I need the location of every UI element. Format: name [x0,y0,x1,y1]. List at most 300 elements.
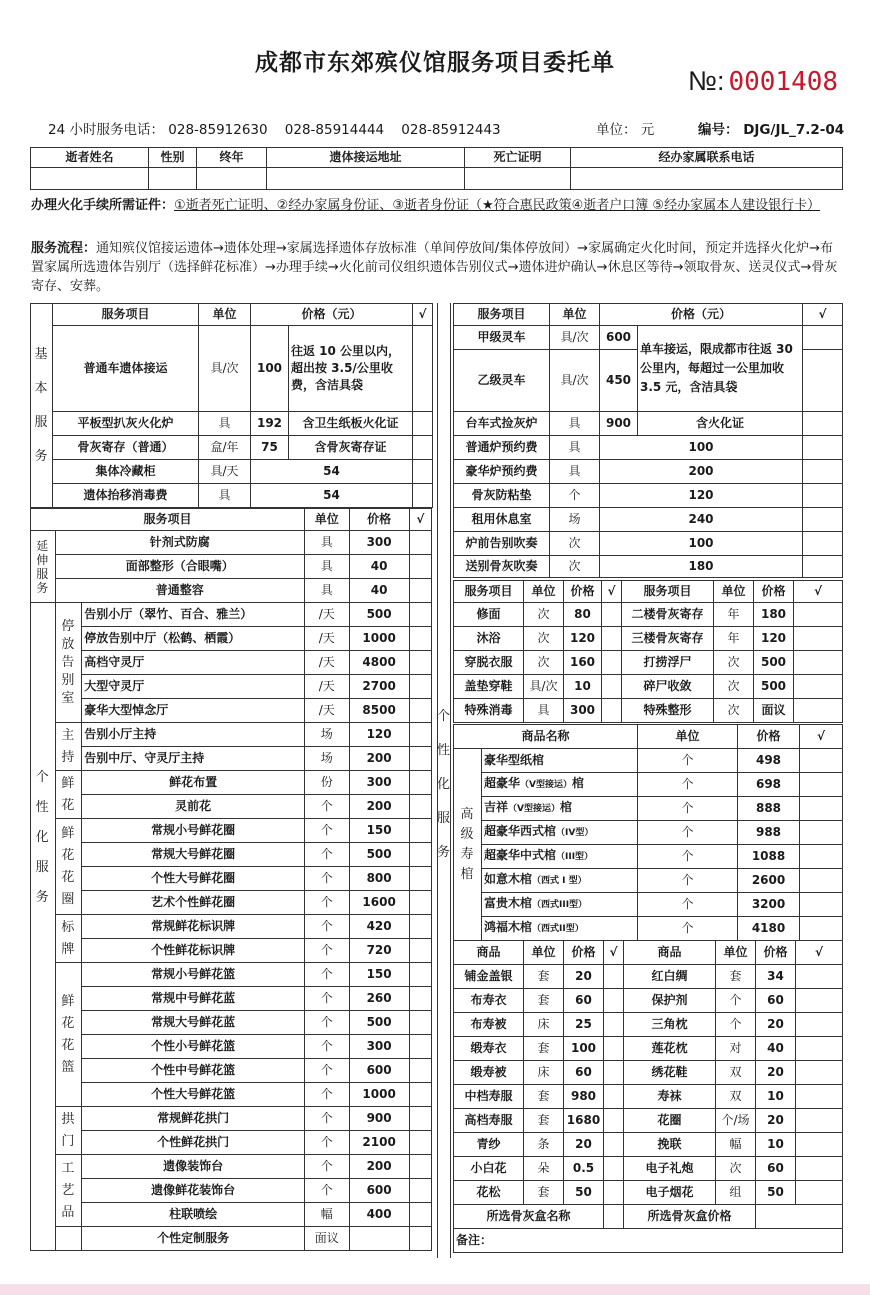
goods-price: 20 [756,1013,796,1037]
check-box[interactable] [409,1107,431,1131]
ext-unit: 具 [304,531,349,555]
check-box[interactable] [409,1155,431,1179]
goods-unit: 套 [524,1037,564,1061]
check-box[interactable] [409,675,431,699]
check-box[interactable] [409,867,431,891]
check-box[interactable] [409,963,431,987]
sign-side: 标牌 [55,915,82,963]
basket-unit: 个 [304,1011,349,1035]
svc-price: 160 [564,651,602,675]
goods-price: 0.5 [564,1157,604,1181]
basket-price: 1000 [349,1083,409,1107]
check-box[interactable] [409,891,431,915]
check-box[interactable] [796,1181,843,1205]
svc-item: 三楼骨灰寄存 [622,627,714,651]
check-box[interactable] [796,1133,843,1157]
hdr-price: 价格（元） [251,304,413,326]
check-box[interactable] [409,1083,431,1107]
goods-item: 布寿衣 [454,989,524,1013]
docs-label: 办理火化手续所需证件： [31,198,175,213]
check-box[interactable] [800,917,843,941]
coffin-unit: 个 [638,893,738,917]
goods-price: 20 [756,1061,796,1085]
check-box[interactable] [409,627,431,651]
svc-item: 穿脱衣服 [454,651,524,675]
host-item: 告别中厅、守灵厅主持 [82,747,305,771]
check-box[interactable] [602,627,622,651]
room-unit: /天 [304,699,349,723]
check-box[interactable] [794,627,843,651]
hdr-unit: 单位 [550,304,600,326]
goods-unit: 套 [524,989,564,1013]
basket-price: 300 [349,1035,409,1059]
coffin-unit: 个 [638,869,738,893]
goods-unit: 对 [716,1037,756,1061]
basic-right-price: 100 [600,532,803,556]
check-box[interactable] [604,989,624,1013]
svc-price: 500 [754,651,794,675]
host-price: 120 [349,723,409,747]
coffin-item: 豪华型纸棺 [482,749,638,773]
coffin-unit: 个 [638,821,738,845]
check-box[interactable] [604,1109,624,1133]
goods-item: 铺金盖银 [454,965,524,989]
goods-unit: 套 [524,1085,564,1109]
basic-right-price: 240 [600,508,803,532]
basic-unit: 盒/年 [199,436,251,460]
phone-field[interactable] [571,168,843,190]
mid-personal-side: 个 性 化 服 务 [437,709,451,860]
basic-right-price: 600 [600,326,638,350]
coffin-item: 超豪华（V型接运）棺 [482,773,638,797]
arch-unit: 个 [304,1107,349,1131]
check-box[interactable] [800,749,843,773]
check-box[interactable] [409,651,431,675]
wreath-unit: 个 [304,843,349,867]
check-box[interactable] [602,675,622,699]
hdr-unit: 单位 [714,581,754,603]
hdr-product: 商品 [454,941,524,965]
goods-item: 缎寿被 [454,1061,524,1085]
urn-price-label: 所选骨灰盒价格 [624,1205,756,1229]
basic-right-note: 含火化证 [638,412,803,436]
check-box[interactable] [794,675,843,699]
coffin-price: 888 [738,797,800,821]
sign-price: 420 [349,915,409,939]
hdr-price: 价格 [756,941,796,965]
check-box[interactable] [803,508,843,532]
goods-unit: 套 [524,1109,564,1133]
ext-item: 针剂式防腐 [55,531,304,555]
check-box[interactable] [409,723,431,747]
coffin-price: 2600 [738,869,800,893]
arch-item: 常规鲜花拱门 [82,1107,305,1131]
basket-unit: 个 [304,1083,349,1107]
svc-unit: 具/次 [524,675,564,699]
urn-price-field[interactable] [756,1205,843,1229]
basic-price: 54 [251,484,413,508]
hdr-check: √ [800,725,843,749]
arch-item: 个性鲜花拱门 [82,1131,305,1155]
basic-item: 平板型扒灰火化炉 [53,412,199,436]
basic-right-item: 炉前告别吹奏 [454,532,550,556]
goods-price: 10 [756,1085,796,1109]
goods-price: 20 [756,1109,796,1133]
basic-unit: 具/次 [199,326,251,412]
goods-item: 三角枕 [624,1013,716,1037]
check-box[interactable] [604,1157,624,1181]
wreath-price: 800 [349,867,409,891]
flower-unit: 份 [304,771,349,795]
check-box[interactable] [409,579,431,603]
room-item: 停放告别中厅（松鹤、栖霞） [82,627,305,651]
check-box[interactable] [409,987,431,1011]
goods-price: 60 [756,1157,796,1181]
room-unit: /天 [304,603,349,627]
address-field[interactable] [267,168,465,190]
check-box[interactable] [409,1179,431,1203]
svc-unit: 年 [714,603,754,627]
check-box[interactable] [602,699,622,723]
check-box[interactable] [796,1013,843,1037]
check-box[interactable] [409,1011,431,1035]
goods-item: 缎寿衣 [454,1037,524,1061]
check-box[interactable] [800,773,843,797]
hdr-check: √ [796,941,843,965]
ext-unit: 具 [304,579,349,603]
hdr-unit: 单位 [524,581,564,603]
sign-price: 720 [349,939,409,963]
svc-item: 盖垫穿鞋 [454,675,524,699]
check-box[interactable] [409,1203,431,1227]
hdr-check: √ [803,304,843,326]
coffin-unit: 个 [638,749,738,773]
goods-unit: 床 [524,1061,564,1085]
check-box[interactable] [409,603,431,627]
svc-price: 10 [564,675,602,699]
coffin-table [453,724,843,941]
hdr-check: √ [409,509,431,531]
hdr-service: 服务项目 [454,304,550,326]
room-price: 4800 [349,651,409,675]
check-box[interactable] [794,651,843,675]
check-box[interactable] [409,1035,431,1059]
svc-unit: 次 [714,699,754,723]
basic-note: 往返 10 公里以内，超出按 3.5/公里收费，含洁具袋 [289,326,413,412]
svc-item: 碎尸收敛 [622,675,714,699]
check-box[interactable] [409,1131,431,1155]
basic-right-unit: 具 [550,460,600,484]
age-field[interactable] [197,168,267,190]
check-box[interactable] [409,843,431,867]
svc-unit: 次 [524,627,564,651]
check-box[interactable] [409,771,431,795]
other-services-table [453,580,843,723]
room-unit: /天 [304,651,349,675]
wreath-item: 常规小号鲜花圈 [82,819,305,843]
hdr-unit: 单位 [716,941,756,965]
coffin-side: 高级寿棺 [454,749,482,941]
room-unit: /天 [304,627,349,651]
svc-unit: 次 [714,675,754,699]
check-box[interactable] [413,436,433,460]
gender-field[interactable] [149,168,197,190]
goods-unit: 套 [524,965,564,989]
check-box[interactable] [604,1061,624,1085]
basic-unit: 具 [199,412,251,436]
hdr-product-name: 商品名称 [454,725,638,749]
coffin-item: 超豪华西式棺（IV型） [482,821,638,845]
ext-service-side: 延 伸 服 务 [31,531,56,603]
basket-unit: 个 [304,1059,349,1083]
goods-unit: 个/场 [716,1109,756,1133]
svc-price: 80 [564,603,602,627]
coffin-unit: 个 [638,917,738,941]
coffin-item: 鸿福木棺（西式II型） [482,917,638,941]
coffin-price: 988 [738,821,800,845]
goods-item: 电子烟花 [624,1181,716,1205]
basic-right-price: 180 [600,556,803,578]
check-box[interactable] [413,326,433,412]
hdr-service: 服务项目 [622,581,714,603]
craft-side: 工艺品 [55,1155,82,1227]
urn-name-field[interactable] [604,1205,624,1229]
hdr-price: 价格 [564,941,604,965]
wreath-price: 150 [349,819,409,843]
sign-item: 个性鲜花标识牌 [82,939,305,963]
room-unit: /天 [304,675,349,699]
wreath-unit: 个 [304,819,349,843]
svc-unit: 次 [714,651,754,675]
basic-right-item: 台车式捡灰炉 [454,412,550,436]
svc-price: 300 [564,699,602,723]
hdr-unit: 单位 [524,941,564,965]
basic-price: 54 [251,460,413,484]
serial-number [688,66,838,97]
check-box[interactable] [409,1227,431,1251]
wreath-item: 个性大号鲜花圈 [82,867,305,891]
check-box[interactable] [803,326,843,350]
ext-item: 普通整容 [55,579,304,603]
goods-unit: 朵 [524,1157,564,1181]
svc-price: 500 [754,675,794,699]
goods-item: 青纱 [454,1133,524,1157]
basic-unit: 具/天 [199,460,251,484]
check-box[interactable] [803,556,843,578]
hdr-price: 价格 [738,725,800,749]
check-box[interactable] [604,965,624,989]
farewell-room-side: 停放告别室 [55,603,82,723]
check-box[interactable] [409,915,431,939]
check-box[interactable] [409,747,431,771]
wreath-unit: 个 [304,891,349,915]
check-box[interactable] [604,1085,624,1109]
basket-price: 150 [349,963,409,987]
flower-item: 灵前花 [82,795,305,819]
basket-unit: 个 [304,1035,349,1059]
check-box[interactable] [803,532,843,556]
check-box[interactable] [602,651,622,675]
check-box[interactable] [604,1013,624,1037]
required-documents [31,196,841,215]
coffin-price: 3200 [738,893,800,917]
hdr-unit: 单位 [638,725,738,749]
check-box[interactable] [796,1061,843,1085]
flow-label: 服务流程： [31,241,97,256]
check-box[interactable] [409,699,431,723]
check-box[interactable] [796,1085,843,1109]
check-box[interactable] [409,555,431,579]
check-box[interactable] [803,350,843,412]
basket-price: 260 [349,987,409,1011]
check-box[interactable] [409,531,431,555]
basket-item: 常规小号鲜花篮 [82,963,305,987]
arch-price: 2100 [349,1131,409,1155]
arch-price: 900 [349,1107,409,1131]
svc-price: 180 [754,603,794,627]
hearse-note: 单车接运，限成都市往返 30 公里内，每超过一公里加收 3.5 元，含洁具袋 [638,326,803,412]
check-box[interactable] [800,797,843,821]
room-price: 8500 [349,699,409,723]
basket-price: 500 [349,1011,409,1035]
check-box[interactable] [409,939,431,963]
hdr-check: √ [413,304,433,326]
form-title: 成都市东郊殡仪馆服务项目委托单 [255,50,615,76]
basic-right-item: 送别骨灰吹奏 [454,556,550,578]
basket-item: 常规大号鲜花蓝 [82,1011,305,1035]
coffin-price: 4180 [738,917,800,941]
ext-price: 300 [349,531,409,555]
check-box[interactable] [800,893,843,917]
check-box[interactable] [803,460,843,484]
basket-item: 常规中号鲜花蓝 [82,987,305,1011]
hdr-product: 商品 [624,941,716,965]
check-box[interactable] [803,436,843,460]
flower-side: 鲜花 [55,771,82,819]
basic-right-item: 乙级灵车 [454,350,550,412]
basic-price: 75 [251,436,289,460]
coffin-item: 超豪华中式棺（III型） [482,845,638,869]
svc-price: 120 [564,627,602,651]
svc-item: 打捞浮尸 [622,651,714,675]
coffin-item: 富贵木棺（西式III型） [482,893,638,917]
info-col-address: 遗体接运地址 [267,148,465,168]
check-box[interactable] [604,1181,624,1205]
remark-field[interactable]: 备注： [454,1229,843,1253]
check-box[interactable] [796,989,843,1013]
flow-text: 通知殡仪馆接运遗体→遗体处理→家属选择遗体存放标准（单间停放间/集体停放间）→家属确定火化时间，预定并选择火化炉→布置家属所选遗体告别厅（选择鲜花标准）→办理手续→火化前司仪组织遗体告别仪式→遗体进炉确认→休息区等待→领取骨灰、送灵仪式→骨灰寄存、安葬。 [31,241,838,294]
check-box[interactable] [794,699,843,723]
goods-price: 50 [564,1181,604,1205]
basic-right-price: 900 [600,412,638,436]
svc-price: 面议 [754,699,794,723]
wreath-item: 艺术个性鲜花圈 [82,891,305,915]
name-field[interactable] [31,168,149,190]
sign-unit: 个 [304,915,349,939]
check-box[interactable] [800,869,843,893]
check-box[interactable] [803,484,843,508]
hdr-price: 价格（元） [600,304,803,326]
svc-price: 120 [754,627,794,651]
basic-item: 遗体抬移消毒费 [53,484,199,508]
goods-price: 100 [564,1037,604,1061]
wreath-price: 1600 [349,891,409,915]
basic-right-unit: 次 [550,532,600,556]
hdr-check: √ [602,581,622,603]
check-box[interactable] [413,412,433,436]
room-item: 高档守灵厅 [82,651,305,675]
goods-price: 60 [564,989,604,1013]
goods-price: 980 [564,1085,604,1109]
hdr-unit: 单位 [199,304,251,326]
check-box[interactable] [803,412,843,436]
arch-unit: 个 [304,1131,349,1155]
hdr-service: 服务项目 [31,509,305,531]
check-box[interactable] [794,603,843,627]
urn-name-label: 所选骨灰盒名称 [454,1205,604,1229]
goods-item: 保护剂 [624,989,716,1013]
basic-right-price: 120 [600,484,803,508]
room-price: 500 [349,603,409,627]
basket-price: 600 [349,1059,409,1083]
ext-price: 40 [349,555,409,579]
custom-unit: 面议 [304,1227,349,1251]
check-box[interactable] [796,1037,843,1061]
goods-item: 高档寿服 [454,1109,524,1133]
flower-price: 200 [349,795,409,819]
info-col-age: 终年 [197,148,267,168]
info-col-phone: 经办家属联系电话 [571,148,843,168]
check-box[interactable] [800,845,843,869]
check-box[interactable] [602,603,622,627]
check-box[interactable] [413,484,433,508]
check-box[interactable] [604,1037,624,1061]
basic-item: 骨灰寄存（普通） [53,436,199,460]
hdr-price: 价格 [564,581,602,603]
basic-right-price: 200 [600,460,803,484]
basic-item: 普通车遗体接运 [53,326,199,412]
form-code: 编号： DJG/JL_7.2-04 [698,122,845,138]
basic-right-item: 骨灰防粘垫 [454,484,550,508]
basket-item: 个性小号鲜花篮 [82,1035,305,1059]
check-box[interactable] [409,795,431,819]
check-box[interactable] [409,1059,431,1083]
death-cert-field[interactable] [465,168,571,190]
hdr-service: 服务项目 [53,304,199,326]
goods-price: 40 [756,1037,796,1061]
flower-unit: 个 [304,795,349,819]
check-box[interactable] [413,460,433,484]
check-box[interactable] [796,1109,843,1133]
page-bottom-band [0,1284,870,1295]
check-box[interactable] [604,1133,624,1157]
check-box[interactable] [796,965,843,989]
goods-unit: 条 [524,1133,564,1157]
room-item: 豪华大型悼念厅 [82,699,305,723]
svc-item: 修面 [454,603,524,627]
basic-right-item: 豪华炉预约费 [454,460,550,484]
sign-item: 常规鲜花标识牌 [82,915,305,939]
check-box[interactable] [409,819,431,843]
check-box[interactable] [796,1157,843,1181]
basic-note: 含骨灰寄存证 [289,436,413,460]
goods-item: 寿袜 [624,1085,716,1109]
goods-unit: 个 [716,989,756,1013]
check-box[interactable] [800,821,843,845]
basic-note: 含卫生纸板火化证 [289,412,413,436]
coffin-unit: 个 [638,845,738,869]
goods-unit: 双 [716,1085,756,1109]
